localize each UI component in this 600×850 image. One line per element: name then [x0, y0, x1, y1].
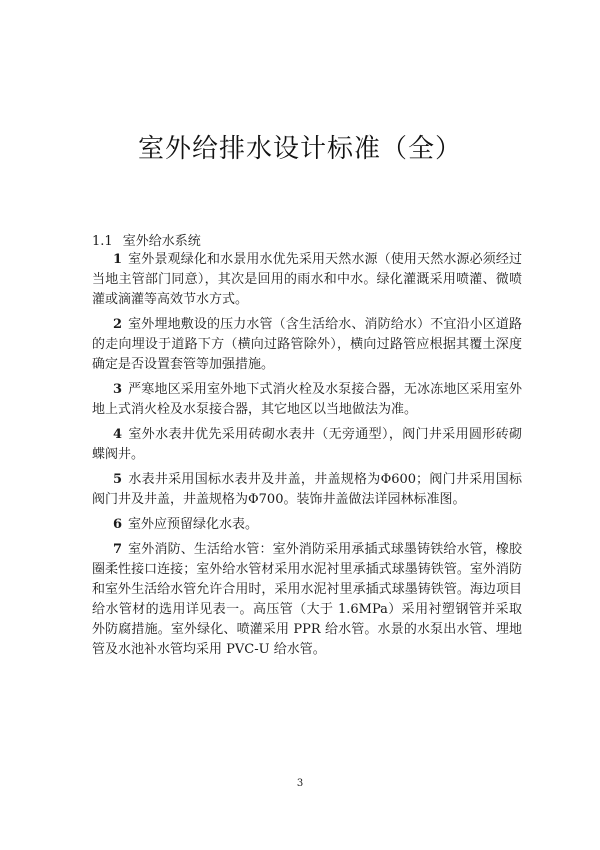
section-title: 室外给水系统 — [122, 234, 201, 249]
document-title: 室外给排水设计标准（全） — [137, 134, 462, 164]
paragraph-text: 室外消防、生活给水管：室外消防采用承插式球墨铸铁给水管，橡胶圈柔性接口连接；室外给水管材采用水泥衬里承插式球墨铸铁管。室外消防和室外生活给水管允许合用时，采用水泥衬里承插式球墨铸铁管。海边项目给水管材的选用详见表一。高压管（大于 1.6MPa）采用衬塑钢管并采取外防腐措施。室外绿化、喷灌采用 PPR 给水管。水景的水泵出水管、埋地管及水池补水管均采用 PVC-U 给水管。 — [92, 542, 522, 657]
paragraph-text: 严寒地区采用室外地下式消火栓及水泵接合器，无冰冻地区采用室外地上式消火栓及水泵接合器，其它地区以当地做法为准。 — [92, 382, 522, 417]
paragraph-text: 室外埋地敷设的压力水管（含生活给水、消防给水）不宜沿小区道路的走向埋设于道路下方（横向过路管除外），横向过路管应根据其覆土深度确定是否设置套管等加强措施。 — [92, 317, 522, 372]
paragraph — [92, 515, 522, 535]
paragraph — [92, 470, 522, 510]
section-number: 1.1 — [92, 234, 113, 249]
paragraph-number: 6 — [113, 517, 123, 532]
paragraph-number: 1 — [113, 252, 123, 267]
paragraph-number: 2 — [113, 317, 123, 332]
paragraph-list — [92, 250, 522, 665]
paragraph-number: 5 — [113, 472, 123, 487]
paragraph — [92, 315, 522, 375]
section-heading — [92, 230, 201, 249]
paragraph-text: 室外应预留绿化水表。 — [128, 517, 259, 532]
paragraph-text: 室外水表井优先采用砖砌水表井（无旁通型），阀门井采用圆形砖砌蝶阀井。 — [92, 427, 522, 462]
paragraph-number: 7 — [113, 542, 123, 557]
paragraph-number: 4 — [113, 427, 123, 442]
page-number: 3 — [296, 778, 304, 789]
paragraph — [92, 425, 522, 465]
paragraph-text: 室外景观绿化和水景用水优先采用天然水源（使用天然水源必须经过当地主管部门同意），其次是回用的雨水和中水。绿化灌溉采用喷灌、微喷灌或滴灌等高效节水方式。 — [92, 252, 522, 307]
paragraph — [92, 250, 522, 310]
paragraph-text: 水表井采用国标水表井及井盖，井盖规格为Φ600；阀门井采用国标阀门井及井盖，井盖规格为Φ700。装饰井盖做法详园林标准图。 — [92, 472, 522, 507]
paragraph-number: 3 — [113, 382, 123, 397]
paragraph — [92, 540, 522, 660]
paragraph — [92, 380, 522, 420]
